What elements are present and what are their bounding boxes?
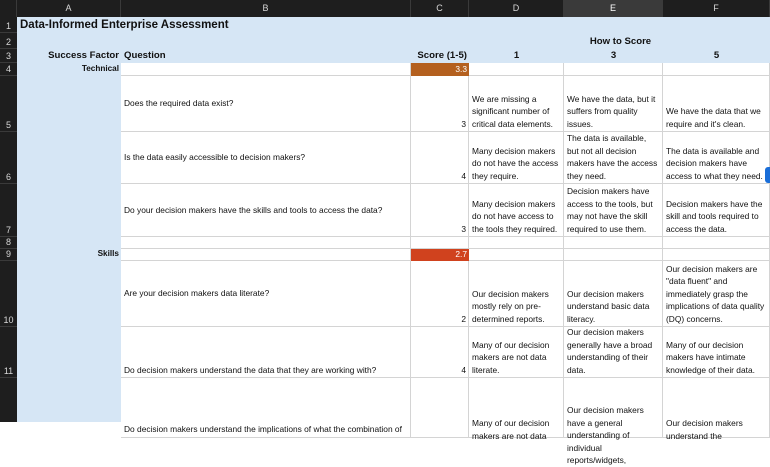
criteria-text: We have the data that we require and it's clean. <box>666 106 761 129</box>
criteria-3-cell[interactable] <box>564 261 663 327</box>
criteria-5-cell[interactable] <box>663 132 770 184</box>
sheet-title[interactable]: Data-Informed Enterprise Assessment <box>17 17 770 33</box>
row-header-6[interactable]: 6 <box>0 132 17 184</box>
criteria-5-cell[interactable] <box>663 261 770 327</box>
score-cell[interactable]: 3 <box>411 184 469 237</box>
criteria-text: Many decision makers do not have the access they require. <box>472 145 559 181</box>
header-score-3[interactable]: 3 <box>564 49 663 63</box>
question-cell[interactable]: Does the required data exist? <box>121 76 411 132</box>
criteria-3-cell[interactable]: Our decision makers have a general understanding of individual reports/widgets, <box>564 378 663 438</box>
criteria-text: Our decision makers are "data fluent" and immediately grasp the implications of data quality (DQ) concerns. <box>666 263 765 324</box>
question-cell[interactable]: Do your decision makers have the skills and tools to access the data? <box>121 184 411 237</box>
header-score[interactable]: Score (1-5) <box>411 49 469 63</box>
criteria-text: Decision makers have the skill and tools required to access the data. <box>666 198 763 234</box>
row9-blank-d[interactable] <box>469 249 564 261</box>
criteria-text: Decision makers have access to the tools, but may not have the skill required to use them. <box>567 186 653 234</box>
success-factor-column <box>17 63 121 422</box>
question-cell[interactable]: Do decision makers understand the implications of what the combination of <box>121 378 411 438</box>
column-header-bar <box>0 0 770 17</box>
criteria-5-cell[interactable] <box>663 76 770 132</box>
row8-blank-b[interactable] <box>121 237 411 249</box>
skills-average-score[interactable]: 2.7 <box>411 249 469 261</box>
row4-blank-e[interactable] <box>564 63 663 76</box>
criteria-5-cell[interactable]: Our decision makers understand the <box>663 378 770 438</box>
cell-selection-handle[interactable] <box>765 167 770 183</box>
score-cell[interactable]: 3 <box>411 76 469 132</box>
row-header-10[interactable]: 10 <box>0 261 17 327</box>
criteria-text: Many of our decision makers have intimate knowledge of their data. <box>666 339 755 375</box>
section-skills-label[interactable]: Skills <box>97 248 119 258</box>
criteria-5-cell[interactable] <box>663 327 770 378</box>
criteria-5-cell[interactable] <box>663 184 770 237</box>
row-header-9[interactable]: 9 <box>0 249 17 261</box>
criteria-1-cell[interactable] <box>469 132 564 184</box>
criteria-text: The data is available and decision makers have access to what they need. <box>666 145 763 181</box>
criteria-text: The data is available, but not all decision makers have the access they need. <box>567 133 658 181</box>
column-header-c[interactable]: C <box>411 0 469 17</box>
row-header-3[interactable]: 3 <box>0 49 17 63</box>
row8-blank-d[interactable] <box>469 237 564 249</box>
criteria-text: Our decision makers mostly rely on pre-determined reports. <box>472 288 549 324</box>
column-header-b[interactable]: B <box>121 0 411 17</box>
row9-question-blank[interactable] <box>121 249 411 261</box>
column-header-f[interactable]: F <box>663 0 770 17</box>
criteria-1-cell[interactable] <box>469 327 564 378</box>
row-header-12[interactable] <box>0 378 17 422</box>
row4-question-blank[interactable] <box>121 63 411 76</box>
criteria-text: Many of our decision makers are not data literate. <box>472 339 550 375</box>
row-header-8[interactable]: 8 <box>0 237 17 249</box>
select-all-corner[interactable] <box>0 0 17 17</box>
row8-blank-e[interactable] <box>564 237 663 249</box>
criteria-3-cell[interactable] <box>564 132 663 184</box>
score-cell[interactable]: 4 <box>411 327 469 378</box>
criteria-text: Our decision makers generally have a broad understanding of their data. <box>567 327 653 375</box>
criteria-text: We are missing a significant number of critical data elements. <box>472 93 553 129</box>
header-score-1[interactable]: 1 <box>469 49 564 63</box>
header-success-factor[interactable]: Success Factor <box>17 49 121 63</box>
spreadsheet-grid <box>17 17 770 465</box>
row-header-bar <box>0 17 17 422</box>
criteria-3-cell[interactable] <box>564 327 663 378</box>
criteria-1-cell[interactable]: Many of our decision makers are not data <box>469 378 564 438</box>
row-header-5[interactable]: 5 <box>0 76 17 132</box>
criteria-1-cell[interactable] <box>469 76 564 132</box>
score-cell[interactable]: 2 <box>411 261 469 327</box>
section-technical-label[interactable]: Technical <box>81 63 119 73</box>
row-header-2[interactable]: 2 <box>0 33 17 49</box>
score-cell[interactable]: 4 <box>411 132 469 184</box>
row4-blank-f[interactable] <box>663 63 770 76</box>
row-header-7[interactable]: 7 <box>0 184 17 237</box>
question-cell[interactable]: Do decision makers understand the data that they are working with? <box>121 327 411 378</box>
how-to-score-header[interactable]: How to Score <box>411 33 770 49</box>
row-header-11[interactable]: 11 <box>0 327 17 378</box>
column-header-d[interactable]: D <box>469 0 564 17</box>
row4-blank-d[interactable] <box>469 63 564 76</box>
criteria-1-cell[interactable] <box>469 261 564 327</box>
question-cell[interactable]: Are your decision makers data literate? <box>121 261 411 327</box>
header-score-5[interactable]: 5 <box>663 49 770 63</box>
row9-blank-e[interactable] <box>564 249 663 261</box>
column-header-a[interactable]: A <box>17 0 121 17</box>
criteria-3-cell[interactable] <box>564 76 663 132</box>
row-header-1[interactable]: 1 <box>0 17 17 33</box>
score-cell[interactable] <box>411 378 469 438</box>
criteria-text: Many decision makers do not have access to the tools they required. <box>472 198 558 234</box>
row8-blank-f[interactable] <box>663 237 770 249</box>
row-header-4[interactable]: 4 <box>0 63 17 76</box>
header-question[interactable]: Question <box>121 49 411 63</box>
technical-average-score[interactable]: 3.3 <box>411 63 469 76</box>
criteria-1-cell[interactable] <box>469 184 564 237</box>
row2-blank[interactable] <box>17 33 411 49</box>
criteria-text: Our decision makers understand basic data literacy. <box>567 288 650 324</box>
column-header-e[interactable]: E <box>564 0 663 17</box>
row9-blank-f[interactable] <box>663 249 770 261</box>
question-cell[interactable]: Is the data easily accessible to decision makers? <box>121 132 411 184</box>
criteria-3-cell[interactable] <box>564 184 663 237</box>
criteria-text: We have the data, but it suffers from quality issues. <box>567 93 656 129</box>
